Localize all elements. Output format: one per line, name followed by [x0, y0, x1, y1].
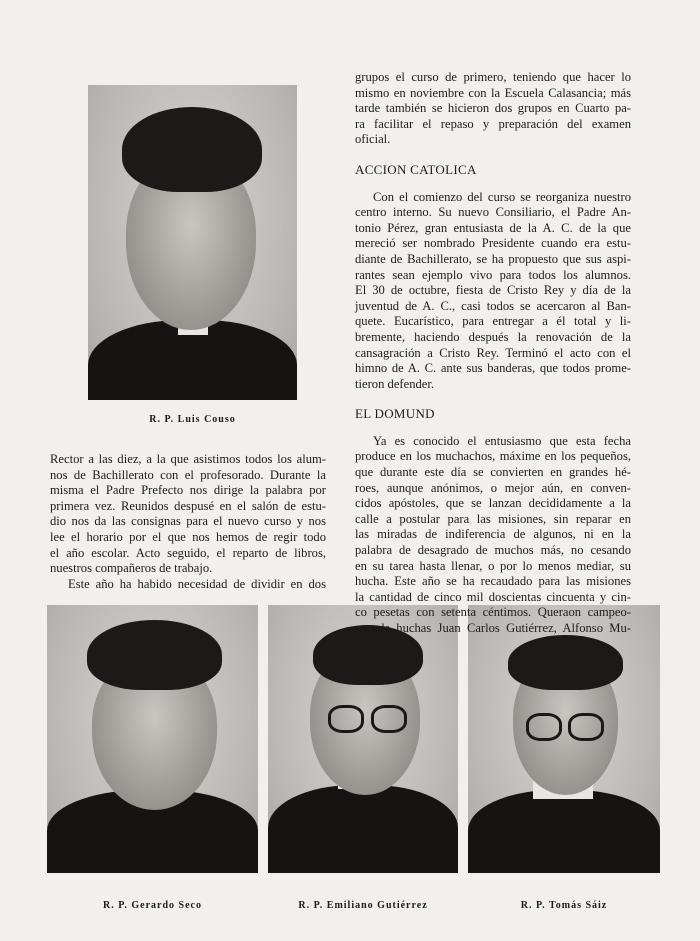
- text-line: grupos el curso de primero, teniendo que hacer lo: [355, 70, 631, 84]
- text-line: cidos apóstoles, que se lanzan decididamente a la: [355, 496, 631, 511]
- text-line: nos de Bachillerato con el profesorado. Durante la: [50, 467, 326, 482]
- text-line: las miradas de indiferencia de algunos, ni en la: [355, 527, 631, 542]
- portrait-tomas-saiz: [468, 605, 660, 873]
- text-line: dio nos da las consignas para el nuevo curso y nos: [50, 514, 326, 529]
- glasses: [328, 705, 364, 733]
- paragraph: [50, 577, 326, 593]
- caption-gerardo-seco: R. P. Gerardo Seco: [102, 900, 202, 911]
- text-line: que durante este día se convierten en grandes hé-: [355, 465, 631, 480]
- paragraph: [355, 190, 631, 393]
- text-line: tarde también se hicieron dos grupos en Cuarto pa-: [355, 101, 631, 116]
- text-line: primera vez. Reunidos despusé en el salón de estu-: [50, 498, 326, 513]
- text-line: Este año ha habido necesidad de dividir en dos: [68, 576, 326, 591]
- text-line: centro interno. Su nuevo Consiliario, el Padre An-: [355, 205, 631, 220]
- text-line: quete. Eucarístico, para entregar a él total y li-: [355, 314, 631, 329]
- section-heading: EL DOMUND: [355, 406, 435, 422]
- text-line: Rector a las diez, a la que asistimos todos los alum-: [50, 452, 326, 466]
- caption-emiliano-gutierrez: R. P. Emiliano Gutiérrez: [298, 900, 428, 911]
- text-line: palabra de desagrado de muchos más, no cesando: [355, 543, 631, 558]
- portrait-gerardo-seco: [47, 605, 258, 873]
- text-line: roes, aunque anónimos, o mejor aún, en conven-: [355, 480, 631, 495]
- text-line: himno de A. C. ante sus banderas, que todos prome-: [355, 361, 631, 376]
- text-line: nuestros compañeros de trabajo.: [50, 561, 213, 576]
- text-line: cansagración a Cristo Rey. Terminó el acto con el: [355, 345, 631, 360]
- text-line: oficial.: [355, 132, 391, 147]
- text-line: en su tarea hasta llenar, o por lo menos mediar, su: [355, 558, 631, 573]
- caption-tomas-saiz: R. P. Tomás Sáiz: [520, 900, 608, 911]
- text-line: diante de Bachillerato, se ha propuesto que sus aspi-: [355, 251, 631, 266]
- text-line: co pesetas con setenta céntimos. Queraon campeo-: [355, 605, 631, 620]
- text-line: juventud de A. C., casi todos se acercaron al Ban-: [355, 298, 631, 313]
- text-line: bremente, haciendo después la renovación de la: [355, 329, 631, 344]
- text-line: calle a postular para las misiones, sin reparar en: [355, 511, 631, 526]
- text-line: misma el Padre Prefecto nos dirige la palabra por: [50, 483, 326, 498]
- text-line: ra facilitar el repaso y preparación del examen: [355, 116, 631, 131]
- paragraph: [355, 434, 631, 637]
- text-line: Con el comienzo del curso se reorganiza nuestro: [373, 189, 631, 204]
- caption-luis-couso: R. P. Luis Couso: [149, 414, 236, 425]
- section-heading: ACCION CATOLICA: [355, 161, 477, 177]
- text-line: mismo en noviembre con la Escuela Calasancia; más: [355, 85, 631, 100]
- portrait-luis-couso: [88, 85, 297, 400]
- paragraph: [50, 452, 326, 577]
- text-line: mereció ser nombrado Presidente cuando era estu-: [355, 236, 631, 251]
- text-line: tonio Pérez, gran entusiasta de la A. C. de la que: [355, 220, 631, 235]
- text-line: la cantidad de cinco mil doscientas cincuenta y cin-: [355, 589, 631, 604]
- text-line: Ya es conocido el entusiasmo que esta fecha: [373, 433, 631, 448]
- text-line: produce en los muchachos, máxime en los pequeños,: [355, 449, 631, 464]
- text-line: El 30 de octubre, fiesta de Cristo Rey y día de la: [355, 283, 631, 298]
- right-text-column: [355, 70, 631, 637]
- text-line: rantes sean ejemplo vivo para todos los alumnos.: [355, 267, 631, 282]
- text-line: el año escolar. Acto seguido, el reparto de libros,: [50, 545, 326, 560]
- text-line: hucha. Este año se ha recaudado para las misiones: [355, 574, 631, 589]
- text-line: nes de huchas Juan Carlos Gutiérrez, Alfonso Mu-: [355, 621, 631, 635]
- text-line: lee el horario por el que nos hemos de regir todo: [50, 529, 326, 544]
- text-line: tieron defender.: [355, 376, 435, 391]
- left-text-column: [50, 452, 326, 592]
- portrait-emiliano-gutierrez: [268, 605, 458, 873]
- paragraph: [355, 70, 631, 148]
